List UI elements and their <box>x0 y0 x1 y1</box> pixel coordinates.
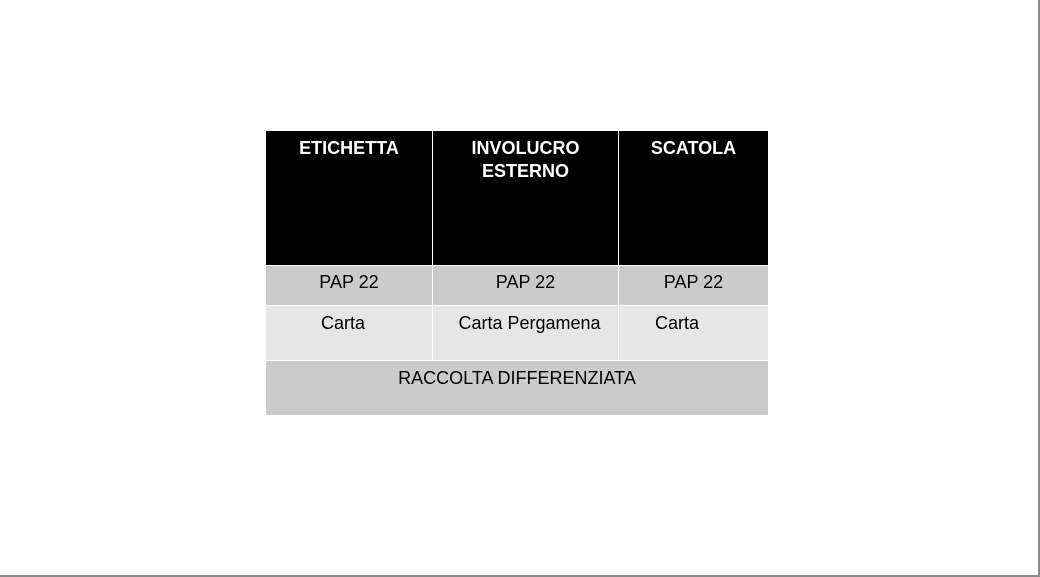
header-cell-scatola: SCATOLA <box>619 131 769 266</box>
material-cell-involucro <box>433 306 619 361</box>
material-cell-etichetta <box>266 306 433 361</box>
header-cell-etichetta: ETICHETTA <box>266 131 433 266</box>
table-row-codes <box>266 266 769 306</box>
header-cell-involucro-esterno <box>433 131 619 266</box>
table-header-row <box>266 131 769 266</box>
packaging-table <box>265 130 769 416</box>
code-cell-involucro: PAP 22 <box>433 266 619 306</box>
table-row-materials <box>266 306 769 361</box>
material-etichetta-text: Carta <box>320 313 365 333</box>
code-cell-scatola: PAP 22 <box>619 266 769 306</box>
table-row-footer <box>266 361 769 416</box>
material-cell-scatola <box>619 306 769 361</box>
code-cell-etichetta: PAP 22 <box>266 266 433 306</box>
material-scatola-text: Carta <box>654 313 699 333</box>
footer-cell: RACCOLTA DIFFERENZIATA <box>266 361 769 416</box>
material-involucro-text: Carta Pergamena <box>458 313 601 333</box>
header-involucro-text: INVOLUCRO ESTERNO <box>471 138 580 181</box>
